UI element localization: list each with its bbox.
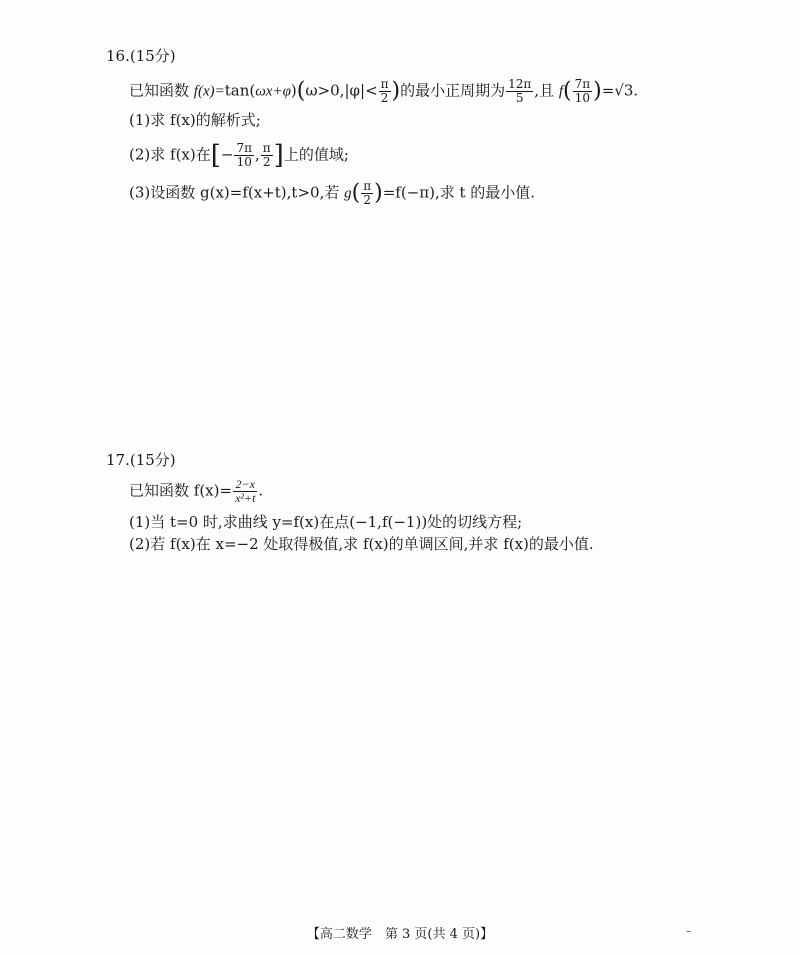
page-footer: 【高二数学 第 3 页(共 4 页)】 [306,927,494,942]
q16-part3-suffix: =f(−π),求 t 的最小值. [382,183,536,202]
q16-root3: =√3. [601,81,639,100]
q16-header: 16.(15分) [106,47,176,65]
q17-stem-prefix: 已知函数 f(x)= [129,481,233,500]
q16-omega-cond: ω>0,|φ|< [305,81,378,100]
q16-period-frac: $\frac{12\pi}{5}$ [508,77,532,105]
q17-part1: (1)当 t=0 时,求曲线 y=f(x)在点(−1,f(−1))处的切线方程; [129,513,523,531]
q16-part2-frac-7pi-10: $\frac{7\pi}{10}$ [236,141,252,169]
q17-stem: 已知函数 f(x)= $\frac{2-x}{\text{x²+t}}$ . [129,477,264,505]
q16-part1: (1)求 f(x)的解析式; [129,111,261,129]
q16-part3-prefix: (3)设函数 g(x)=f(x+t),t>0,若 [129,183,340,202]
corner-mark: – [686,926,691,937]
q17-part2: (2)若 f(x)在 x=−2 处取得极值,求 f(x)的单调区间,并求 f(x)的最小值. [129,535,594,553]
q16-frac-pi-2: $\frac{\pi}{2}$ [380,77,389,105]
q17-stem-frac: $\frac{2-x}{\text{x²+t}}$ [235,477,256,505]
q16-frac-7pi-10: $\frac{7\pi}{10}$ [574,77,591,105]
q16-f: f [558,83,564,100]
q16-and: ,且 [534,81,555,100]
q16-lparen: ( [296,78,306,104]
q16-stem: 已知函数 f(x)=tan(ωx+φ)(ω>0,|φ|< $\frac{\pi}{2}$ )的最小正周期为 $\frac{12\pi}{5}$ ,且 f( $\frac{7\pi}{10}$ )=√3. [129,77,639,105]
q17-header: 17.(15分) [106,451,176,469]
q16-tan: tan( [224,81,256,100]
q16-stem-prefix: 已知函数 [129,81,190,100]
q16-part3: (3)设函数 g(x)=f(x+t),t>0,若 g( $\frac{\pi}{2}$ )=f(−π),求 t 的最小值. [129,179,536,207]
q16-part2-prefix: (2)求 f(x)在 [129,145,211,164]
q16-part2-suffix: 上的值域; [283,145,349,164]
q16-omega-x: ωx+φ [255,83,291,100]
q16-part2-frac-pi-2: $\frac{\pi}{2}$ [262,141,271,169]
q16-period-text: 的最小正周期为 [400,81,506,100]
q16-rparen: ) [391,78,401,104]
q16-part2: (2)求 f(x)在[− $\frac{7\pi}{10}$ , $\frac{\pi}{2}$ ]上的值域; [129,140,349,171]
q16-fx: f(x)= [193,83,225,100]
q16-part3-frac: $\frac{\pi}{2}$ [363,179,372,207]
